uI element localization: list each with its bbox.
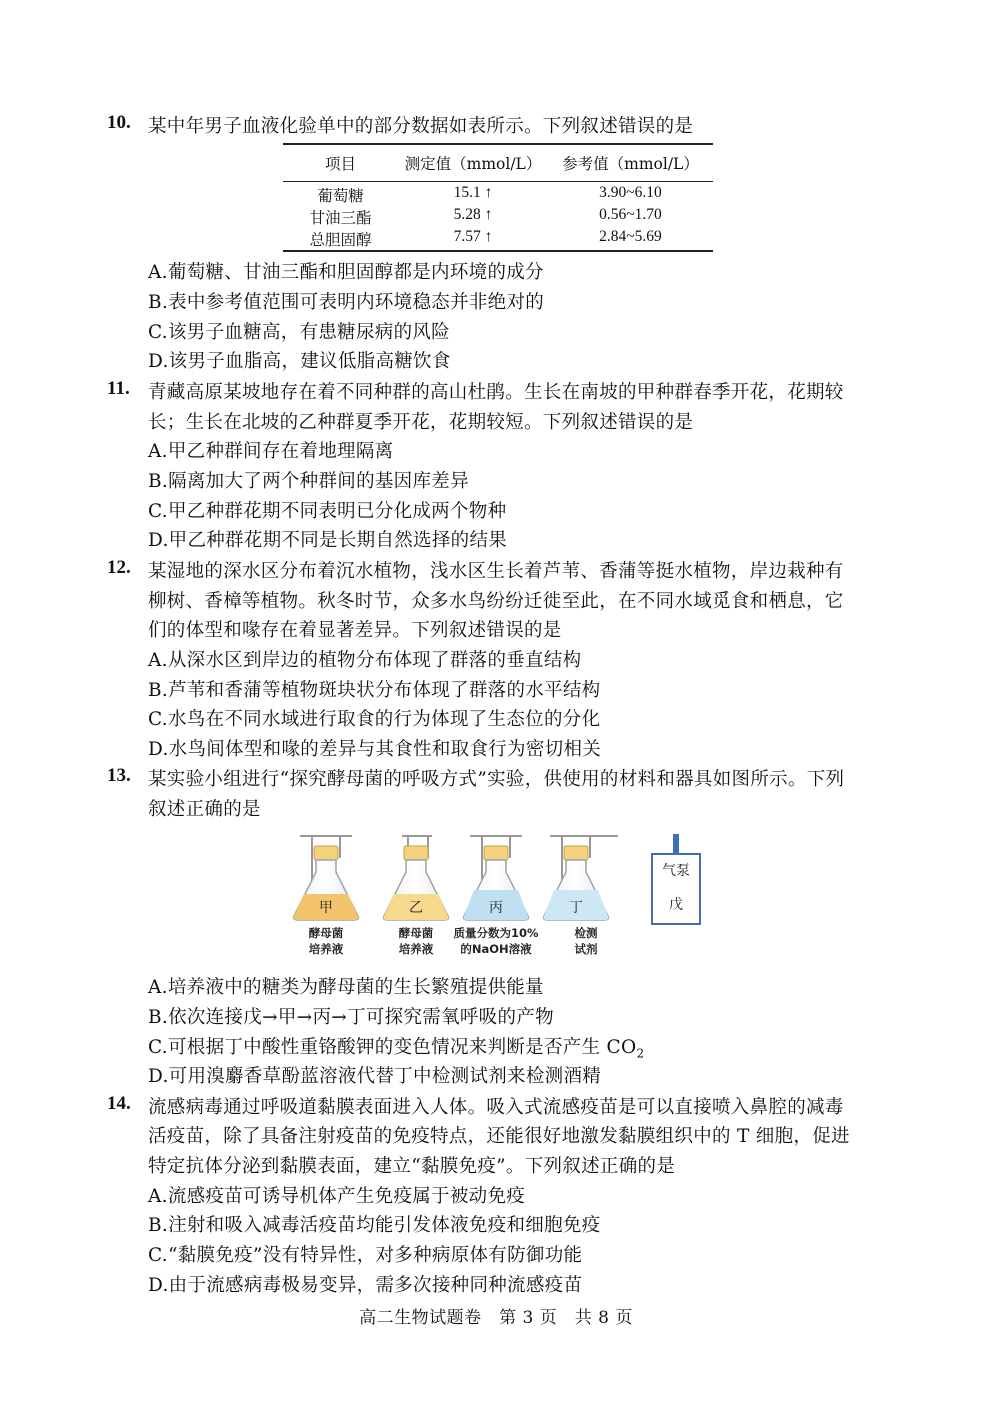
question-stem-line: 青藏高原某坡地存在着不同种群的高山杜鹃。生长在南坡的甲种群春季开花，花期较: [148, 382, 844, 403]
option-d: D.可用溴麝香草酚蓝溶液代替丁中检测试剂来检测酒精: [148, 1066, 602, 1087]
flask-caption: 试剂: [574, 942, 598, 956]
table-cell: 3.90~6.10: [599, 184, 662, 201]
table-cell: 5.28 ↑: [453, 206, 493, 223]
question-number: 14.: [107, 1093, 131, 1114]
table-top-rule: [283, 143, 713, 145]
flask-caption: 培养液: [308, 942, 344, 956]
option-c: C.“黏膜免疫”没有特异性，对多种病原体有防御功能: [148, 1245, 583, 1266]
question-stem-line: 某实验小组进行“探究酵母菌的呼吸方式”实验，供使用的材料和器具如图所示。下列: [148, 769, 845, 790]
table-cell: 甘油三酯: [309, 209, 372, 227]
flask-caption: 酵母菌: [308, 926, 344, 940]
question-stem: 某中年男子血液化验单中的部分数据如表所示。下列叙述错误的是: [148, 116, 694, 137]
option-a: A.从深水区到岸边的植物分布体现了群落的垂直结构: [148, 650, 582, 671]
option-a: A.培养液中的糖类为酵母菌的生长繁殖提供能量: [148, 977, 544, 998]
option-b: B.隔离加大了两个种群间的基因库差异: [148, 471, 469, 492]
option-c: C.该男子血糖高，有患糖尿病的风险: [148, 322, 450, 343]
option-c: C.水鸟在不同水域进行取食的行为体现了生态位的分化: [148, 709, 601, 730]
co2-subscript: 2: [636, 1046, 645, 1061]
apparatus-figure: [280, 828, 720, 963]
flask-caption: 质量分数为10%: [453, 926, 539, 940]
flask-mark: 乙: [409, 900, 423, 916]
table-header: 测定值（mmol/L）: [404, 155, 542, 173]
question-stem-line: 柳树、香樟等植物。秋冬时节，众多水鸟纷纷迁徙至此，在不同水域觅食和栖息，它: [148, 591, 844, 612]
flask-mark: 丙: [489, 900, 503, 916]
table-header: 项目: [324, 155, 356, 173]
page-footer: 高二生物试题卷 第 3 页 共 8 页: [359, 1308, 633, 1328]
option-b: B.注射和吸入减毒活疫苗均能引发体液免疫和细胞免疫: [148, 1215, 601, 1236]
table-cell: 葡萄糖: [317, 187, 364, 205]
flask-caption: 酵母菌: [398, 926, 434, 940]
flask-caption: 培养液: [398, 942, 434, 956]
question-number: 11.: [107, 378, 130, 399]
option-d: D.甲乙种群花期不同是长期自然选择的结果: [148, 530, 508, 551]
question-stem-line: 叙述正确的是: [148, 799, 261, 820]
option-a: A.甲乙种群间存在着地理隔离: [148, 441, 394, 462]
option-a: A.流感疫苗可诱导机体产生免疫属于被动免疫: [148, 1186, 526, 1207]
option-d: D.该男子血脂高，建议低脂高糖饮食: [148, 351, 451, 372]
option-d: D.由于流感病毒极易变异，需多次接种同种流感疫苗: [148, 1275, 583, 1296]
table-cell: 7.57 ↑: [453, 228, 493, 245]
question-number: 13.: [107, 765, 131, 786]
question-stem-line: 流感病毒通过呼吸道黏膜表面进入人体。吸入式流感疫苗是可以直接喷入鼻腔的减毒: [148, 1097, 844, 1118]
option-b: B.表中参考值范围可表明内环境稳态并非绝对的: [148, 292, 545, 313]
flask-caption: 检测: [574, 926, 598, 940]
pump-label: 气泵: [662, 863, 690, 879]
table-cell: 0.56~1.70: [599, 206, 662, 223]
flask-mark: 甲: [319, 900, 333, 916]
table-cell: 总胆固醇: [309, 231, 372, 249]
option-c-text: C.可根据丁中酸性重铬酸钾的变色情况来判断是否产生 CO: [148, 1037, 637, 1058]
question-number: 10.: [107, 112, 131, 133]
question-stem-line: 活疫苗，除了具备注射疫苗的免疫特点，还能很好地激发黏膜组织中的 T 细胞，促进: [148, 1126, 850, 1147]
option-c: [148, 1033, 644, 1061]
question-number: 12.: [107, 557, 131, 578]
table-bottom-rule: [283, 250, 713, 252]
table-mid-rule: [283, 181, 713, 182]
question-stem-line: 特定抗体分泌到黏膜表面，建立“黏膜免疫”。下列叙述正确的是: [148, 1156, 676, 1177]
option-d: D.水鸟间体型和喙的差异与其食性和取食行为密切相关: [148, 739, 602, 760]
question-stem-line: 长；生长在北坡的乙种群夏季开花，花期较短。下列叙述错误的是: [148, 412, 694, 433]
question-stem-line: 们的体型和喙存在着显著差异。下列叙述错误的是: [148, 620, 562, 641]
table-header: 参考值（mmol/L）: [562, 155, 699, 173]
flask-caption: 的NaOH溶液: [460, 942, 532, 956]
table-cell: 2.84~5.69: [599, 228, 662, 245]
option-c: C.甲乙种群花期不同表明已分化成两个物种: [148, 501, 507, 522]
table-cell: 15.1 ↑: [453, 184, 493, 201]
option-b: B.芦苇和香蒲等植物斑块状分布体现了群落的水平结构: [148, 680, 601, 701]
pump-label: 戊: [669, 897, 683, 913]
question-stem-line: 某湿地的深水区分布着沉水植物，浅水区生长着芦苇、香蒲等挺水植物，岸边栽种有: [148, 561, 844, 582]
option-b: B.依次连接戊→甲→丙→丁可探究需氧呼吸的产物: [148, 1007, 554, 1028]
flask-mark: 丁: [569, 900, 583, 916]
option-a: A.葡萄糖、甘油三酯和胆固醇都是内环境的成分: [148, 262, 544, 283]
